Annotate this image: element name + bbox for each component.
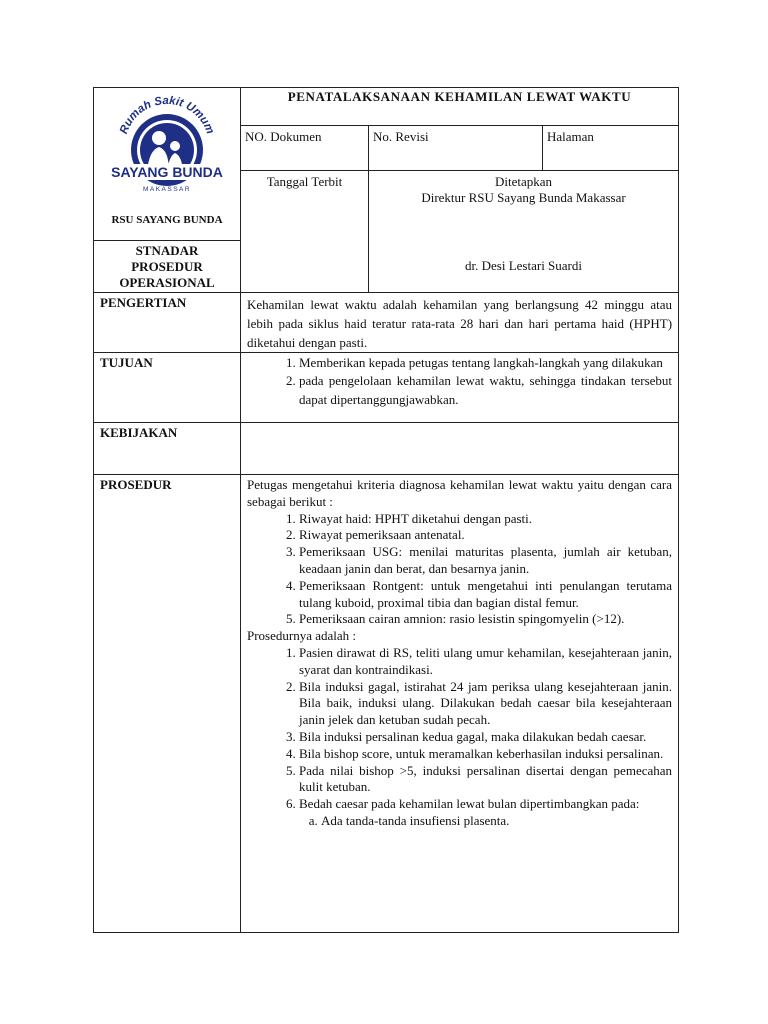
list-item: 1. Pasien dirawat di RS, teliti ulang umur kehamilan, kesejahteraan janin, syarat dan kontraindikasi. bbox=[299, 645, 672, 679]
no-dokumen-cell bbox=[241, 126, 369, 171]
halaman-label: Halaman bbox=[547, 129, 594, 144]
sop-label-line-3: OPERASIONAL bbox=[119, 275, 215, 290]
list-item: 5. Pada nilai bishop >5, induksi persalinan disertai dengan pemecahan kulit ketuban. bbox=[299, 763, 672, 797]
sop-label-line-1: STNADAR bbox=[135, 243, 199, 258]
list-item: 2. Riwayat pemeriksaan antenatal. bbox=[299, 527, 672, 544]
list-item bbox=[299, 796, 672, 830]
pengertian-text: Kehamilan lewat waktu adalah kehamilan yang berlangsung 42 minggu atau lebih pada siklus haid teratur rata-rata 28 hari dan hari pertama haid (HPHT) diketahui dengan pasti. bbox=[241, 293, 679, 353]
signer-name: dr. Desi Lestari Suardi bbox=[465, 258, 582, 273]
tujuan-list bbox=[247, 355, 672, 409]
prosedur-label: PROSEDUR bbox=[94, 475, 241, 933]
ditetapkan-label: Ditetapkan bbox=[494, 174, 553, 189]
tanggal-terbit-label: Tanggal Terbit bbox=[266, 174, 343, 189]
kebijakan-label: KEBIJAKAN bbox=[94, 423, 241, 475]
sub-list bbox=[299, 813, 672, 830]
criteria-list bbox=[247, 511, 672, 629]
list-item: 3. Bila induksi persalinan kedua gagal, maka dilakukan bedah caesar. bbox=[299, 729, 672, 746]
steps-intro: Prosedurnya adalah : bbox=[247, 628, 357, 644]
list-item: a. Ada tanda-tanda insufiensi plasenta. bbox=[321, 813, 672, 830]
sop-label-line-2: PROSEDUR bbox=[131, 259, 203, 274]
prosedur-intro: Petugas mengetahui kriteria diagnosa kehamilan lewat waktu yaitu dengan cara sebagai berikut : bbox=[247, 477, 673, 509]
direktur-label: Direktur RSU Sayang Bunda Makassar bbox=[421, 190, 626, 205]
step-6-text: Bedah caesar pada kehamilan lewat bulan dipertimbangkan pada: bbox=[299, 796, 640, 812]
kebijakan-content bbox=[241, 423, 679, 475]
list-item: 5. Pemeriksaan cairan amnion: rasio lesistin spingomyelin (>12). bbox=[299, 611, 672, 628]
list-item: 1. Memberikan kepada petugas tentang langkah-langkah yang dilakukan bbox=[299, 355, 672, 371]
sop-label-cell bbox=[94, 241, 241, 293]
steps-list bbox=[247, 645, 672, 830]
document-title-cell bbox=[241, 88, 679, 126]
logo-city-text: MAKASSAR bbox=[142, 186, 192, 193]
list-item: 1. Riwayat haid: HPHT diketahui dengan pasti. bbox=[299, 511, 672, 528]
tanggal-terbit-cell bbox=[241, 171, 369, 293]
list-item: 4. Bila bishop score, untuk meramalkan keberhasilan induksi persalinan. bbox=[299, 746, 672, 763]
list-item: 4. Pemeriksaan Rontgent: untuk mengetahui inti penulangan terutama tulang kuboid, proximal tibia dan bagian distal femur. bbox=[299, 578, 672, 612]
pengertian-label: PENGERTIAN bbox=[94, 293, 241, 353]
sop-document bbox=[93, 87, 678, 929]
tujuan-label: TUJUAN bbox=[94, 353, 241, 423]
list-item: 2. Bila induksi gagal, istirahat 24 jam periksa ulang kesejahteraan janin. Bila baik, induksi ulang. Dilakukan bedah caesar bila kesejahteraan janin jelek dan ketuban sudah pecah. bbox=[299, 679, 672, 729]
tujuan-content bbox=[241, 353, 679, 423]
list-item: 2. pada pengelolaan kehamilan lewat waktu, sehingga tindakan tersebut dapat dipertanggungjawabkan. bbox=[299, 371, 672, 409]
logo-name-text: SAYANG BUNDA bbox=[111, 164, 223, 180]
no-dokumen-label: NO. Dokumen bbox=[245, 129, 322, 144]
sop-table bbox=[93, 87, 679, 933]
ditetapkan-cell bbox=[369, 171, 679, 293]
hospital-logo bbox=[107, 94, 227, 198]
logo-arc-text: Rumah Sakit Umum bbox=[117, 94, 217, 136]
no-revisi-label: No. Revisi bbox=[373, 129, 429, 144]
hospital-name: RSU SAYANG BUNDA bbox=[111, 214, 223, 226]
hospital-logo-cell bbox=[94, 88, 241, 241]
list-item: 3. Pemeriksaan USG: menilai maturitas plasenta, jumlah air ketuban, keadaan janin dan berat, dan besarnya janin. bbox=[299, 544, 672, 578]
no-revisi-cell bbox=[369, 126, 543, 171]
prosedur-content bbox=[241, 475, 679, 933]
document-title: PENATALAKSANAAN KEHAMILAN LEWAT WAKTU bbox=[287, 89, 632, 104]
halaman-cell bbox=[543, 126, 679, 171]
